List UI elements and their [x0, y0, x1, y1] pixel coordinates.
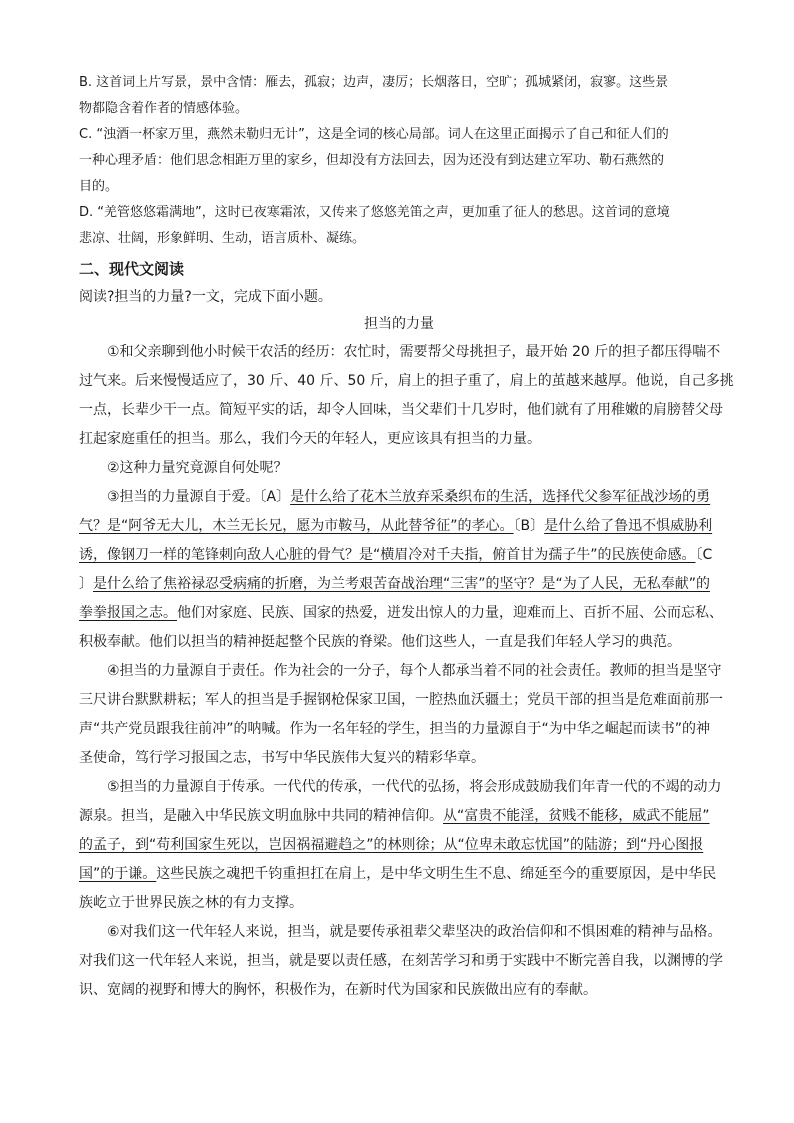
paragraph-line: 过气来。后来慢慢适应了，30 斤、40 斤、50 斤，肩上的担子重了，肩上的茧越来越厚。他说，自己多挑	[79, 373, 734, 389]
option-b	[79, 70, 719, 122]
paragraph-4	[79, 657, 723, 773]
paragraph-line: ①和父亲聊到他小时候干农活的经历：农忙时，需要帮父母挑担子，最开始 20 斤的担子都压得喘不	[107, 344, 721, 360]
paragraph-line: ④担当的力量源自于责任。作为社会的一分子，每个人都承当着不同的社会责任。教师的担当是坚守	[107, 663, 722, 679]
paragraph-line: 三尺讲台默默耕耘；军人的担当是手握钢枪保家卫国，一腔热血沃疆土；党员干部的担当是危难面前那一	[79, 692, 723, 708]
page-content	[79, 70, 734, 1005]
paragraph-line: 识、宽阔的视野和博大的胸怀，积极作为，在新时代为国家和民族做出应有的奉献。	[79, 982, 597, 998]
underlined-sentence: 国”的于谦。	[79, 866, 157, 882]
paragraph-line	[79, 802, 719, 831]
plain-text: 他们对家庭、民族、国家的热爱，迸发出惊人的力量，迎难而上、百折不屈、公而忘私、	[177, 605, 723, 621]
paragraph-6	[79, 918, 723, 1005]
underlined-sentence: 诱，像钢刀一样的笔锋刺向敌人心脏的骨气？是“横眉冷对千夫指，俯首甘为孺子牛”的民族使命感。	[79, 547, 696, 563]
paragraph-line: ⑤担当的力量源自于传承。一代代的传承，一代代的弘扬，将会形成鼓励我们年青一代的不竭的动力	[107, 779, 722, 795]
underlined-sentence: 是什么给了花木兰放弃采桑织布的生活，选择代父参军征战沙场的勇	[290, 489, 711, 505]
plain-text: 〔B〕	[513, 518, 545, 534]
plain-text: 〕	[79, 576, 93, 592]
paragraph-2	[79, 454, 719, 483]
option-line: 悲凉、壮阔，形象鲜明、生动，语言质朴、凝练。	[79, 231, 366, 246]
plain-text: 这些民族之魂把千钧重担扛在肩上，是中华文明生生不息、绵延至今的重要原因，是中华民	[156, 866, 717, 882]
paragraph-line: 扛起家庭重任的担当。那么，我们今天的年轻人，更应该具有担当的力量。	[79, 431, 541, 447]
underlined-sentence: 的孟子，到“苟利国家生死以，岂因祸福避趋之”的林则徐；从“位卑未敢忘忧国”的陆游；到“丹心图报	[79, 837, 704, 853]
option-line: 物都隐含着作者的情感体验。	[79, 101, 249, 116]
paragraph-5	[79, 773, 722, 918]
option-d	[79, 200, 719, 252]
paragraph-line	[79, 541, 719, 570]
option-c	[79, 122, 719, 200]
underlined-sentence: 从“富贵不能淫，贫贱不能移，威武不能屈”	[443, 808, 710, 824]
plain-text: 〔C	[695, 547, 713, 563]
underlined-sentence: 气？是“阿爷无大儿，木兰无长兄，愿为市鞍马，从此替爷征”的孝心。	[79, 518, 514, 534]
paragraph-line: 族屹立于世界民族之林的有力支撑。	[79, 895, 303, 911]
paragraph-line	[79, 599, 723, 628]
paragraph-line: ②这种力量究竟源自何处呢？	[107, 460, 288, 476]
option-line: 一种心理矛盾：他们思念相距万里的家乡，但却没有方法回去，因为还没有到达建立军功、勒石燕然的	[79, 153, 665, 168]
option-line: C. “浊酒一杯家万里，燕然未勒归无计”，这是全词的核心局部。词人在这里正面揭示了自己和征人们的	[79, 127, 669, 142]
underlined-sentence: 是什么给了鲁迅不惧威胁利	[544, 518, 713, 534]
paragraph-line	[79, 831, 719, 860]
paragraph-line	[79, 512, 719, 541]
paragraph-line	[79, 860, 719, 889]
paragraph-1	[79, 338, 734, 454]
option-line: D. “羌管悠悠霜满地”，这时已夜寒霜浓，又传来了悠悠羌笛之声，更加重了征人的愁思。这首词的意境	[79, 205, 670, 220]
option-line: 目的。	[79, 179, 119, 194]
plain-text: ③担当的力量源自于爱。〔A〕	[107, 489, 291, 505]
reading-instruction: 阅读?担当的力量?一文，完成下面小题。	[79, 289, 332, 305]
paragraph-line: 一点，长辈少干一点。简短平实的话，却令人回味，当父辈们十几岁时，他们就有了用稚嫩的肩膀替父母	[79, 402, 723, 418]
paragraph-line: 圣使命，笃行学习报国之志，书写中华民族伟大复兴的精彩华章。	[79, 750, 485, 766]
paragraph-line	[79, 570, 719, 599]
paragraph-line: 对我们这一代年轻人来说，担当，就是要以责任感，在刻苦学习和勇于实践中不断完善自我，以渊博的学	[79, 953, 723, 969]
plain-text: 源泉。担当，是融入中华民族文明血脉中共同的精神信仰。	[79, 808, 443, 824]
article-title: 担当的力量	[364, 316, 434, 332]
paragraph-3	[79, 483, 723, 657]
option-line: B. 这首词上片写景，景中含情：雁去，孤寂；边声，凄厉；长烟落日，空旷；孤城紧闭，寂寥。这些景	[79, 75, 669, 90]
paragraph-line: ⑥对我们这一代年轻人来说，担当，就是要传承祖辈父辈坚决的政治信仰和不惧困难的精神与品格。	[107, 924, 722, 940]
section-heading: 二、现代文阅读	[79, 260, 185, 278]
underlined-sentence: 拳拳报国之志。	[79, 605, 177, 621]
underlined-sentence: 是什么给了焦裕禄忍受病痛的折磨，为兰考艰苦奋战治理“三害”的坚守？是“为了人民，无私奉献”的	[93, 576, 711, 592]
paragraph-line: 声“共产党员跟我往前冲”的呐喊。作为一名年轻的学生，担当的力量源自于“为中华之崛起而读书”的神	[79, 721, 711, 737]
paragraph-line	[79, 483, 719, 512]
paragraph-line: 积极奉献。他们以担当的精神挺起整个民族的脊梁。他们这些人，一直是我们年轻人学习的典范。	[79, 634, 681, 650]
